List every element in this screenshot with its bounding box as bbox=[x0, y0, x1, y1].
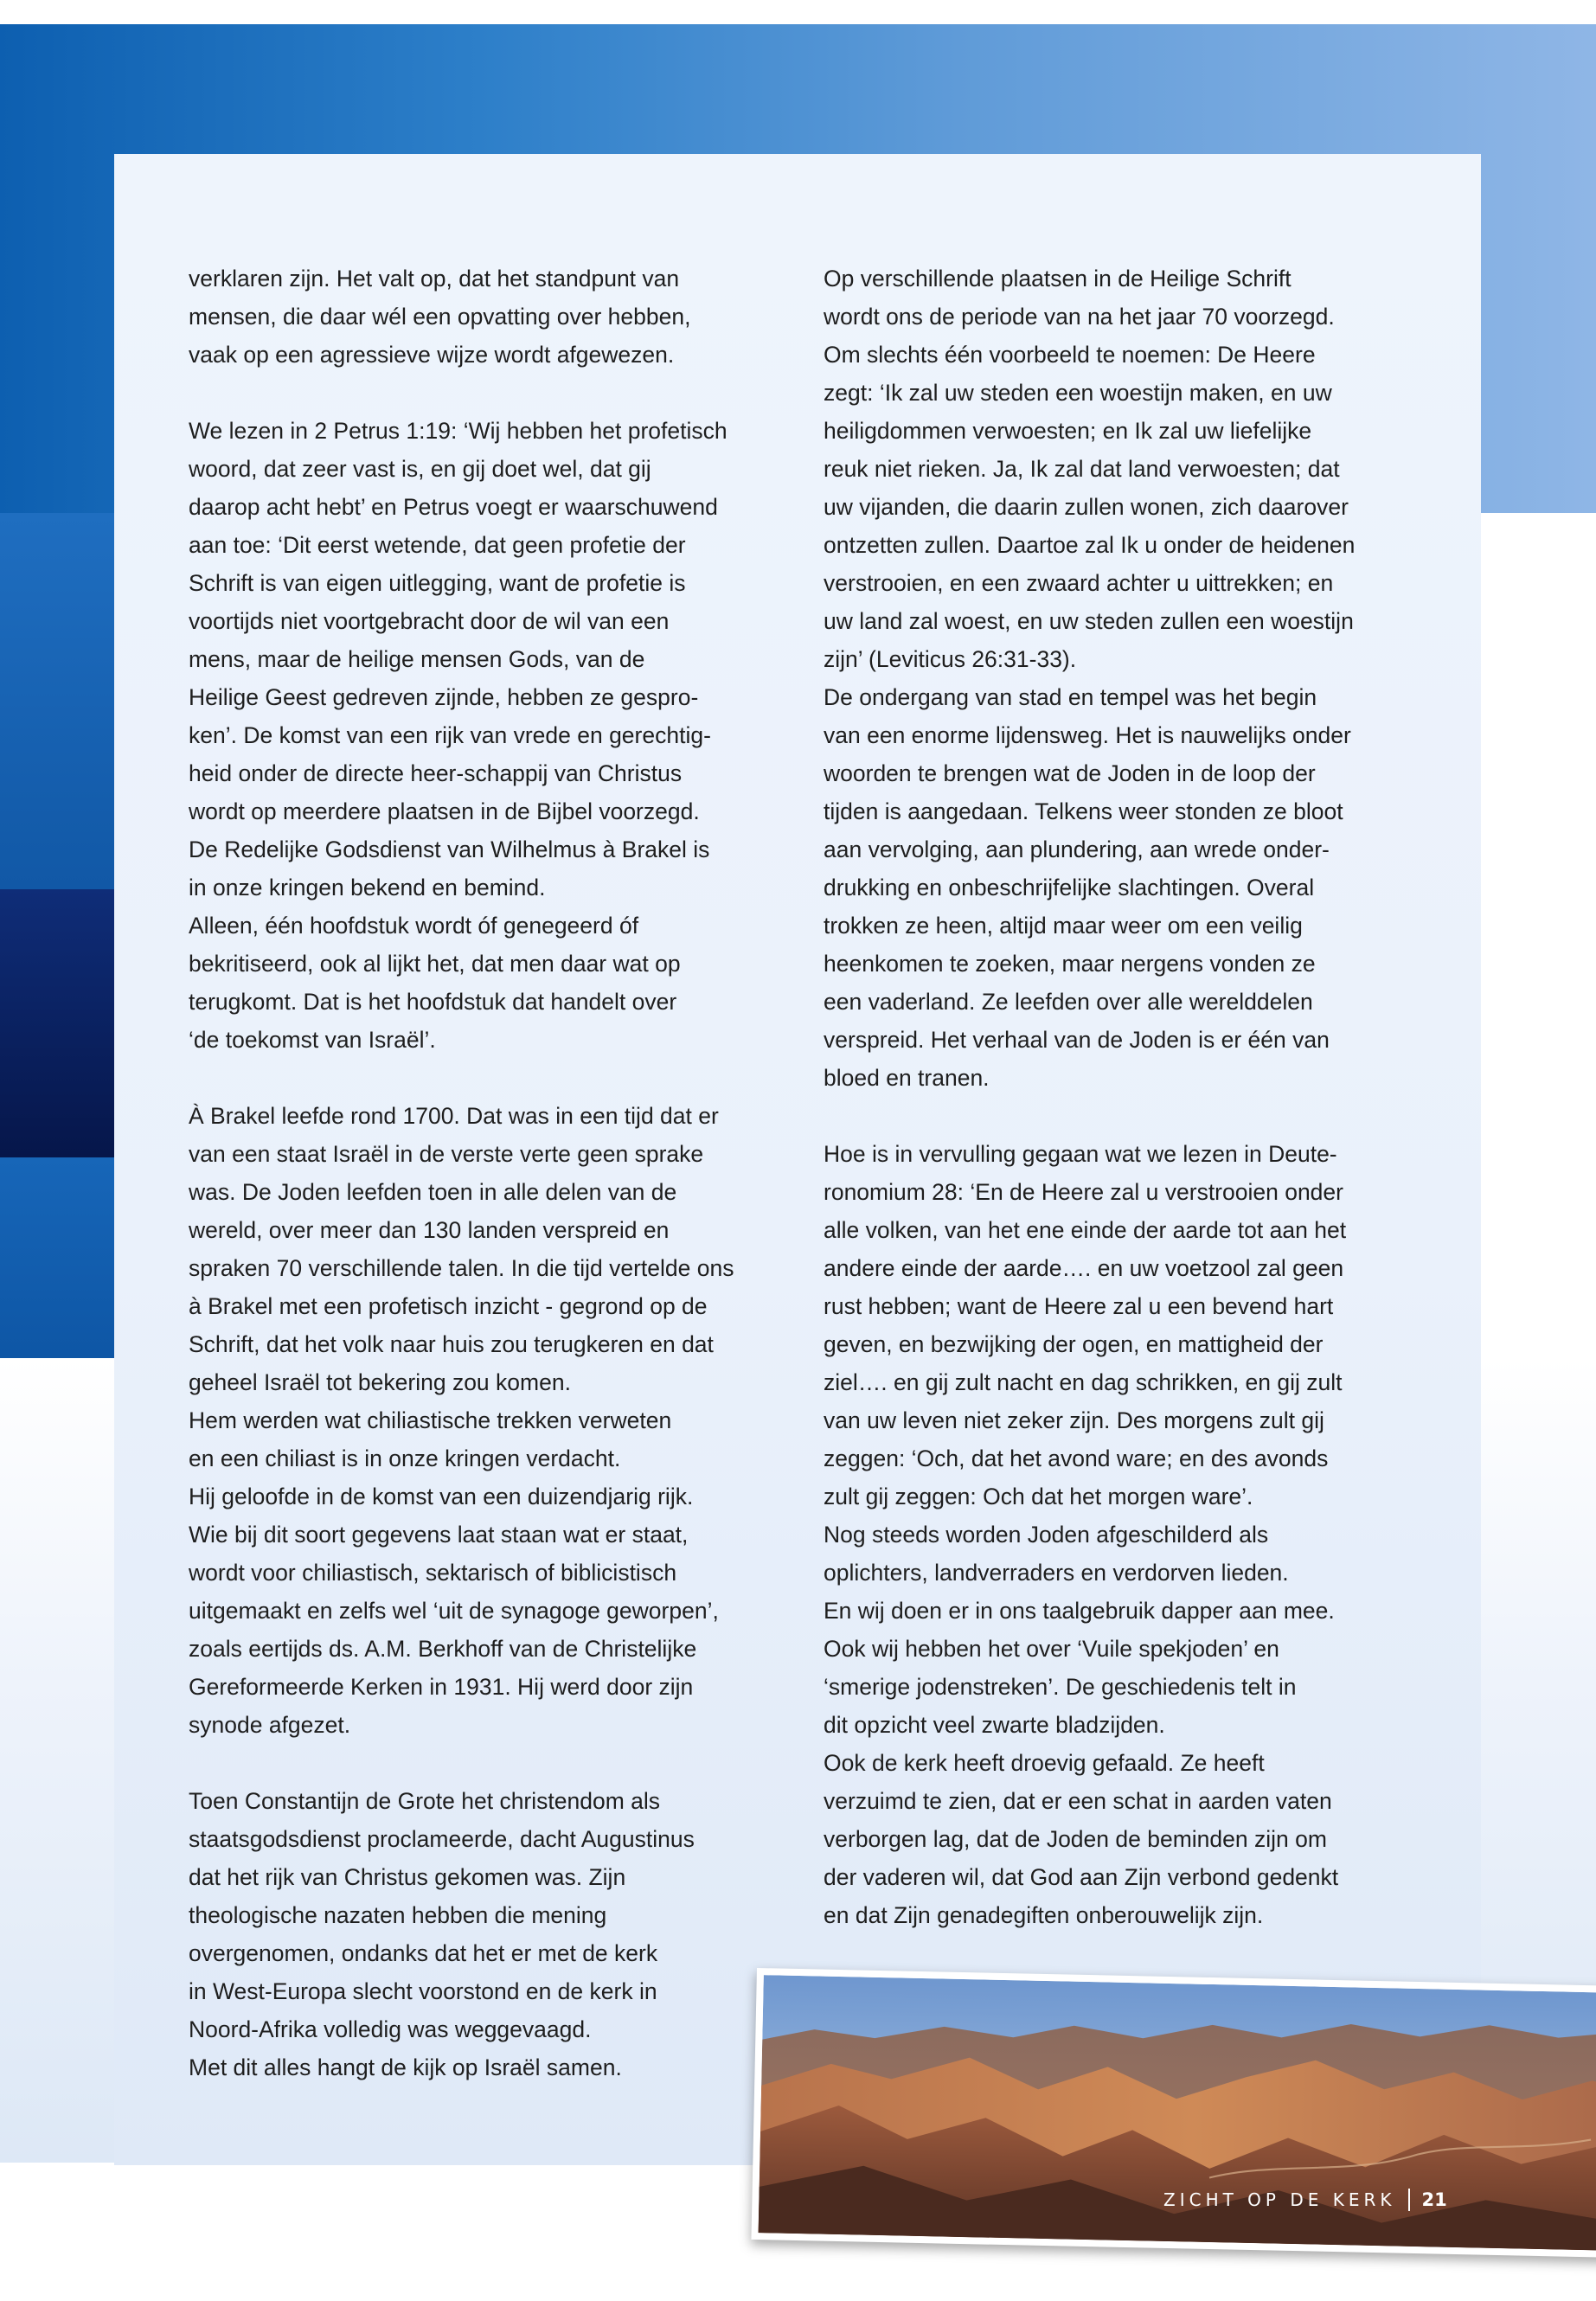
article-column-left bbox=[189, 260, 794, 2086]
paragraph: Hoe is in vervulling gegaan wat we lezen in Deute- ronomium 28: ‘En de Heere zal u verstrooien onder alle volken, van het ene einde der aarde tot aan het andere einde der aarde…. en uw voetzool zal geen rust hebben; want de Heere zal u een bevend hart geven, en bezwijking der ogen, en mattigheid der ziel…. en gij zult nacht en dag schrikken, en gij zult van uw leven niet zeker zijn. Des morgens zult gij zeggen: ‘Och, dat het avond ware; en des avonds zult gij zeggen: Och dat het morgen ware’. Nog steeds worden Joden afgeschilderd als oplichters, landverraders en verdorven lieden. En wij doen er in ons taalgebruik dapper aan mee. Ook wij hebben het over ‘Vuile spekjoden’ en ‘smerige jodenstreken’. De geschiedenis telt in dit opzicht veel zwarte bladzijden. Ook de kerk heeft droevig gefaald. Ze heeft verzuimd te zien, dat er een schat in aarden vaten verborgen lag, dat de Joden de beminden zijn om der vaderen wil, dat God aan Zijn verbond gedenkt en dat Zijn genadegiften onberouwelijk zijn. bbox=[824, 1141, 1347, 1928]
paragraph: verklaren zijn. Het valt op, dat het standpunt van mensen, die daar wél een opvatting over hebben, vaak op een agressieve wijze wordt afgewezen. bbox=[189, 266, 691, 368]
paragraph: Toen Constantijn de Grote het christendom als staatsgodsdienst proclameerde, dacht Augustinus dat het rijk van Christus gekomen was. Zijn theologische nazaten hebben die mening overgenomen, ondanks dat het er met de kerk in West-Europa slecht voorstond en de kerk in Noord-Afrika volledig was weggevaagd. Met dit alles hangt de kijk op Israël samen. bbox=[189, 1788, 695, 2080]
left-accent-band-light bbox=[0, 1157, 114, 1358]
footer-divider bbox=[1408, 2189, 1410, 2211]
left-accent-band-blue bbox=[0, 513, 114, 889]
article-column-right bbox=[824, 260, 1429, 1934]
page-footer bbox=[1163, 2185, 1447, 2214]
page-number: 21 bbox=[1421, 2189, 1447, 2210]
paragraph: We lezen in 2 Petrus 1:19: ‘Wij hebben het profetisch woord, dat zeer vast is, en gij doet wel, dat gij daarop acht hebt’ en Petrus voegt er waarschuwend aan toe: ‘Dit eerst wetende, dat geen profetie der Schrift is van eigen uitlegging, want de profetie is voortijds niet voortgebracht door de wil van een mens, maar de heilige mensen Gods, van de Heilige Geest gedreven zijnde, hebben ze gespro- ken’. De komst van een rijk van vrede en gerechtig- heid onder de directe heer-schappij van Christus wordt op meerdere plaatsen in de Bijbel voorzegd. De Redelijke Godsdienst van Wilhelmus à Brakel is in onze kringen bekend en bemind. Alleen, één hoofdstuk wordt óf genegeerd óf bekritiseerd, ook al lijkt het, dat men daar wat op terugkomt. Dat is het hoofdstuk dat handelt over ‘de toekomst van Israël’. bbox=[189, 418, 727, 1053]
left-accent-band-navy bbox=[0, 889, 114, 1157]
magazine-name: ZICHT OP DE KERK bbox=[1163, 2189, 1396, 2210]
paragraph: À Brakel leefde rond 1700. Dat was in een tijd dat er van een staat Israël in de verste verte geen sprake was. De Joden leefden toen in alle delen van de wereld, over meer dan 130 landen verspreid en spraken 70 verschillende talen. In die tijd vertelde ons à Brakel met een profetisch inzicht - gegrond op de Schrift, dat het volk naar huis zou terugkeren en dat geheel Israël tot bekering zou komen. Hem werden wat chiliastische trekken verweten en een chiliast is in onze kringen verdacht. Hij geloofde in de komst van een duizendjarig rijk. Wie bij dit soort gegevens laat staan wat er staat, wordt voor chiliastisch, sektarisch of biblicistisch uitgemaakt en zelfs wel ‘uit de synagoge geworpen’, zoals eertijds ds. A.M. Berkhoff van de Christelijke Gereformeerde Kerken in 1931. Hij werd door zijn synode afgezet. bbox=[189, 1103, 734, 1738]
paragraph: Op verschillende plaatsen in de Heilige Schrift wordt ons de periode van na het jaar 70 voorzegd. Om slechts één voorbeeld te noemen: De Heere zegt: ‘Ik zal uw steden een woestijn maken, en uw heiligdommen verwoesten; en Ik zal uw liefelijke reuk niet rieken. Ja, Ik zal dat land verwoesten; dat uw vijanden, die daarin zullen wonen, zich daarover ontzetten zullen. Daartoe zal Ik u onder de heidenen verstrooien, en een zwaard achter u uittrekken; en uw land zal woest, en uw steden zullen een woestijn zijn’ (Leviticus 26:31-33). De ondergang van stad en tempel was het begin van een enorme lijdensweg. Het is nauwelijks onder woorden te brengen wat de Joden in de loop der tijden is aangedaan. Telkens weer stonden ze bloot aan vervolging, aan plundering, aan wrede onder- drukking en onbeschrijfelijke slachtingen. Overal trokken ze heen, altijd maar weer om een veilig heenkomen te zoeken, maar nergens vonden ze een vaderland. Ze leefden over alle werelddelen verspreid. Het verhaal van de Joden is er één van bloed en tranen. bbox=[824, 266, 1356, 1091]
